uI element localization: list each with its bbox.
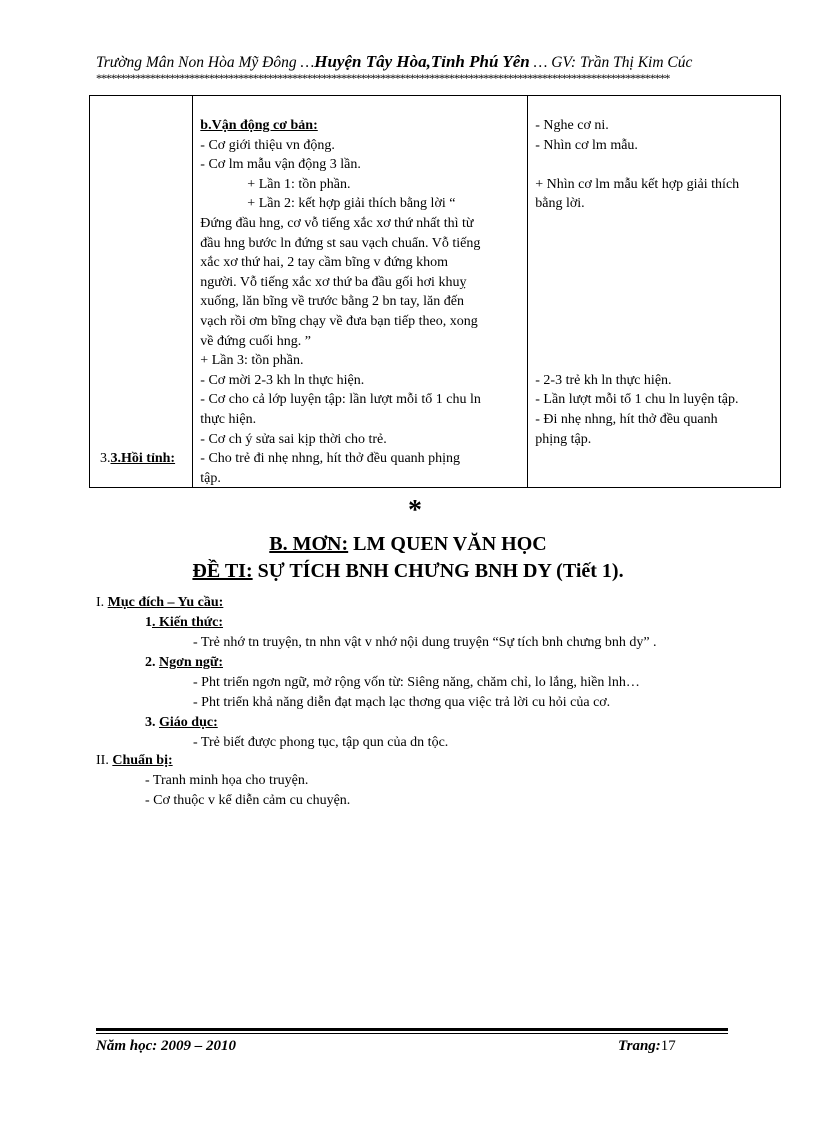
list-item: - Cơ mời 2-3 kh ln thực hiện.: [200, 372, 365, 388]
table-cell-stage: [90, 96, 193, 488]
activity-heading: b.Vận động cơ bản:: [200, 118, 318, 133]
list-item: vạch rồi ơm bĩng chạy về đưa bạn tiếp theo, xong: [200, 313, 478, 329]
section-1-1-heading: 1. Kiến thức:: [145, 615, 224, 630]
footer-rule-thick: [96, 1028, 728, 1031]
list-item: - Nghe cơ ni.: [535, 118, 609, 133]
list-item: - Cho trẻ đi nhẹ nhng, hít thở đều quanh phịng: [200, 451, 461, 467]
list-item: người. Vỗ tiếng xắc xơ thứ ba đầu gối hơi khuỵ: [200, 274, 467, 290]
list-item: tập.: [200, 470, 221, 486]
list-item: + Nhìn cơ lm mẫu kết hợp giải thích: [535, 176, 740, 192]
table-cell-teacher-activity: [193, 96, 528, 488]
list-item: - Trẻ biết được phong tục, tập qun của dn tộc.: [193, 735, 449, 750]
footer-rule-thin: [96, 1033, 728, 1034]
footer-page: Trang:17: [618, 1038, 676, 1054]
list-item: phịng tập.: [535, 431, 592, 447]
list-item: - Đi nhẹ nhng, hít thở đều quanh: [535, 411, 718, 427]
list-item: bằng lời.: [535, 196, 585, 212]
page-header: [96, 52, 756, 72]
list-item: đầu hng bước ln đứng st sau vạch chuẩn. Vỗ tiếng: [200, 235, 481, 251]
header-teacher: … GV: Trần Thị Kim Cúc: [529, 54, 693, 71]
list-item: - Cơ cho cả lớp luyện tập: lần lượt mỗi tổ 1 chu ln: [200, 392, 481, 408]
list-item: - Pht triển khả năng diễn đạt mạch lạc thơng qua việc trả lời cu hỏi của cơ.: [193, 695, 611, 710]
list-item: - Cơ giới thiệu vn động.: [200, 137, 335, 153]
list-item: - Tranh minh họa cho truyện.: [145, 773, 309, 788]
header-district: Huyện Tây Hòa,Tỉnh Phú Yên: [314, 52, 530, 71]
list-item: xuống, lăn bĩng về trước bằng 2 bn tay, lăn đến: [200, 294, 464, 310]
section-divider-star: *: [408, 495, 422, 526]
list-item: - Cơ ch ý sửa sai kịp thời cho trẻ.: [200, 431, 387, 447]
list-item: - Nhìn cơ lm mẫu.: [535, 137, 638, 153]
lesson-table: [89, 95, 781, 488]
header-star-rule: *********************************************************************************************************************: [96, 72, 670, 84]
list-item: - 2-3 trẻ kh ln thực hiện.: [535, 372, 672, 388]
list-item: + Lần 2: kết hợp giải thích bằng lời “: [247, 196, 456, 212]
list-item: Đứng đầu hng, cơ vỗ tiếng xắc xơ thứ nhất thì từ: [200, 215, 474, 231]
table-cell-child-activity: [528, 96, 781, 488]
list-item: xắc xơ thứ hai, 2 tay cầm bĩng v đứng khom: [200, 255, 448, 271]
footer-school-year: Năm học: 2009 – 2010: [96, 1038, 236, 1054]
list-item: thực hiện.: [200, 411, 257, 427]
list-item: - Cơ thuộc v kể diễn cảm cu chuyện.: [145, 793, 351, 808]
section-1-2-heading: 2. Ngơn ngữ:: [145, 655, 223, 670]
section-2-heading: II. Chuẩn bị:: [96, 753, 173, 768]
stage-label: 3.3.Hồi tỉnh:: [100, 451, 176, 466]
section-1-3-heading: 3. Giáo dục:: [145, 715, 218, 730]
spacer: [535, 214, 776, 371]
list-item: + Lần 1: tồn phần.: [247, 176, 351, 192]
list-item: - Lần lượt mỗi tổ 1 chu ln luyện tập.: [535, 392, 739, 408]
list-item: - Cơ lm mẫu vận động 3 lần.: [200, 157, 361, 173]
list-item: - Trẻ nhớ tn truyện, tn nhn vật v nhớ nội dung truyện “Sự tích bnh chưng bnh dy” .: [193, 635, 657, 650]
subject-title: B. MƠN: LM QUEN VĂN HỌC: [269, 533, 547, 555]
page-number: 17: [660, 1038, 676, 1054]
topic-title: ĐỀ TI: SỰ TÍCH BNH CHƯNG BNH DY (Tiết 1).: [192, 560, 624, 582]
table-row: [90, 96, 781, 488]
section-1-heading: I. Mục đích – Yu cầu:: [96, 595, 224, 610]
list-item: + Lần 3: tồn phần.: [200, 353, 304, 369]
header-school: Trường Mân Non Hòa Mỹ Đông …: [96, 54, 315, 71]
list-item: - Pht triển ngơn ngữ, mở rộng vốn từ: Siêng năng, chăm chỉ, lo lắng, hiền lnh…: [193, 675, 640, 690]
list-item: về đứng cuối hng. ”: [200, 333, 311, 349]
spacer: [535, 155, 776, 175]
